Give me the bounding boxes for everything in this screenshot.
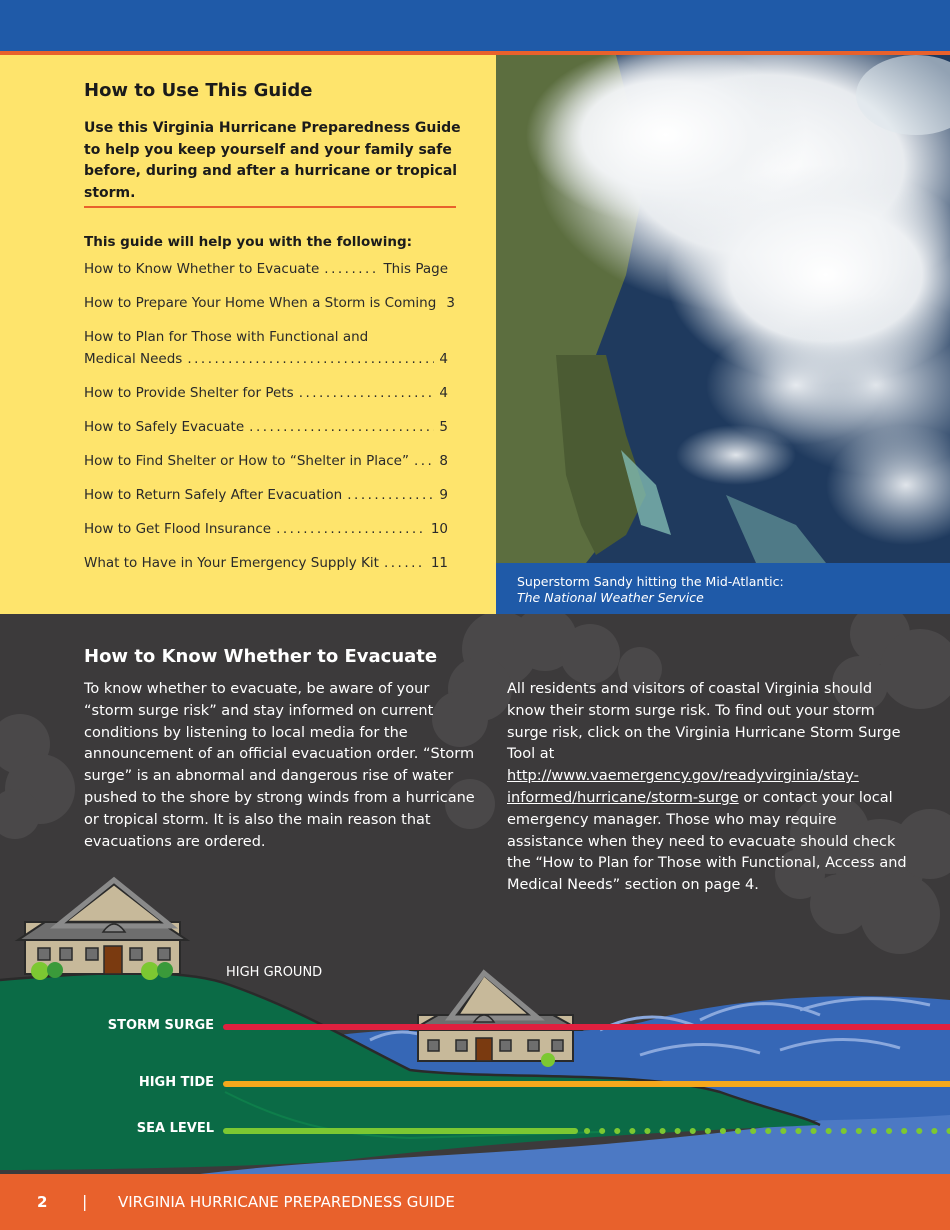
toc-leader [299, 383, 435, 405]
label-high-tide: HIGH TIDE [138, 1075, 214, 1090]
label-high-ground: HIGH GROUND [226, 965, 323, 980]
toc-page: 11 [430, 554, 448, 571]
toc-label: How to Find Shelter or How to “Shelter in Place” [84, 452, 409, 469]
label-storm-surge: STORM SURGE [107, 1018, 214, 1033]
guide-intro: Use this Virginia Hurricane Preparedness Guide to help you keep yourself and your family safe before, during and after a hurricane or tropical storm. [84, 120, 461, 201]
toc-leader [347, 485, 434, 507]
caption-source: The National Weather Service [517, 589, 704, 605]
guide-list-heading: This guide will help you with the following: [84, 234, 413, 250]
toc-item-flood-insurance[interactable] [84, 519, 448, 541]
toc-label-line: How to Plan for Those with Functional and [84, 329, 369, 345]
label-sea-level: SEA LEVEL [136, 1121, 214, 1136]
toc-page: 4 [439, 384, 448, 401]
right-text-after: or contact your local emergency manager. Those who may require assistance when they need to evacuate should check the “How to Plan for Those with Functional, Access and Medical Needs” section on page 4. [507, 789, 907, 894]
top-banner [0, 0, 950, 51]
toc-label: How to Safely Evacuate [84, 418, 245, 435]
toc-item-functional-needs[interactable] [84, 327, 448, 370]
toc-label: How to Get Flood Insurance [84, 520, 272, 537]
toc-label: How to Know Whether to Evacuate [84, 261, 320, 277]
toc-page: 10 [430, 520, 448, 537]
satellite-image [496, 55, 950, 563]
toc-item-prepare-home[interactable] [84, 293, 455, 315]
toc-page: 4 [439, 350, 448, 367]
house-high-ground [18, 880, 187, 980]
toc-page: This Page [383, 261, 448, 277]
toc-label: What to Have in Your Emergency Supply Kit [84, 554, 379, 571]
footer-separator: | [82, 1192, 88, 1211]
toc-page: 8 [439, 452, 448, 469]
storm-surge-tool-link[interactable]: http://www.vaemergency.gov/readyvirginia/stay-informed/hurricane/storm-surge [507, 768, 859, 806]
toc-label: Medical Needs [84, 350, 183, 367]
evacuate-title: How to Know Whether to Evacuate [84, 646, 438, 667]
toc-leader [324, 259, 378, 281]
guide-divider [84, 206, 456, 208]
toc-leader [187, 349, 434, 371]
page-footer [0, 1174, 950, 1230]
toc-page: 9 [439, 486, 448, 503]
evacuate-left-text: To know whether to evacuate, be aware of your “storm surge risk” and stay informed on current conditions by listening to local media for the announcement of an official evacuation order. “Storm surge” is an abnormal and dangerous rise of water pushed to the shore by strong winds from a hurricane or tropical storm. It is also the main reason that evacuations are ordered. [84, 681, 475, 850]
toc-label: How to Provide Shelter for Pets [84, 384, 294, 401]
toc-item-safely-evacuate[interactable] [84, 417, 448, 439]
toc-label: How to Prepare Your Home When a Storm is Coming [84, 295, 437, 311]
toc-page: 3 [446, 295, 455, 311]
toc-item-pets[interactable] [84, 383, 448, 405]
caption-text: Superstorm Sandy hitting the Mid-Atlantic: [517, 574, 784, 589]
toc-item-return[interactable] [84, 485, 448, 507]
page-number: 2 [37, 1193, 48, 1211]
toc-item-supply-kit[interactable] [84, 553, 448, 575]
toc-leader [276, 519, 426, 541]
footer-title: VIRGINIA HURRICANE PREPAREDNESS GUIDE [118, 1193, 455, 1211]
toc-leader [384, 553, 426, 575]
evacuate-right-text [507, 679, 907, 897]
right-text-before: All residents and visitors of coastal Virginia should know their storm surge risk. To find out your storm surge risk, click on the Virginia Hurricane Storm Surge Tool at [507, 681, 901, 763]
toc-page: 5 [439, 418, 448, 435]
house-coastal [412, 973, 580, 1067]
toc-label: How to Return Safely After Evacuation [84, 486, 343, 503]
guide-title: How to Use This Guide [84, 80, 313, 101]
toc-item-shelter[interactable] [84, 451, 448, 473]
toc-leader [414, 451, 434, 473]
table-of-contents [84, 259, 455, 587]
photo-caption [496, 563, 950, 614]
toc-item-evacuate[interactable] [84, 259, 448, 281]
toc-leader [249, 417, 434, 439]
